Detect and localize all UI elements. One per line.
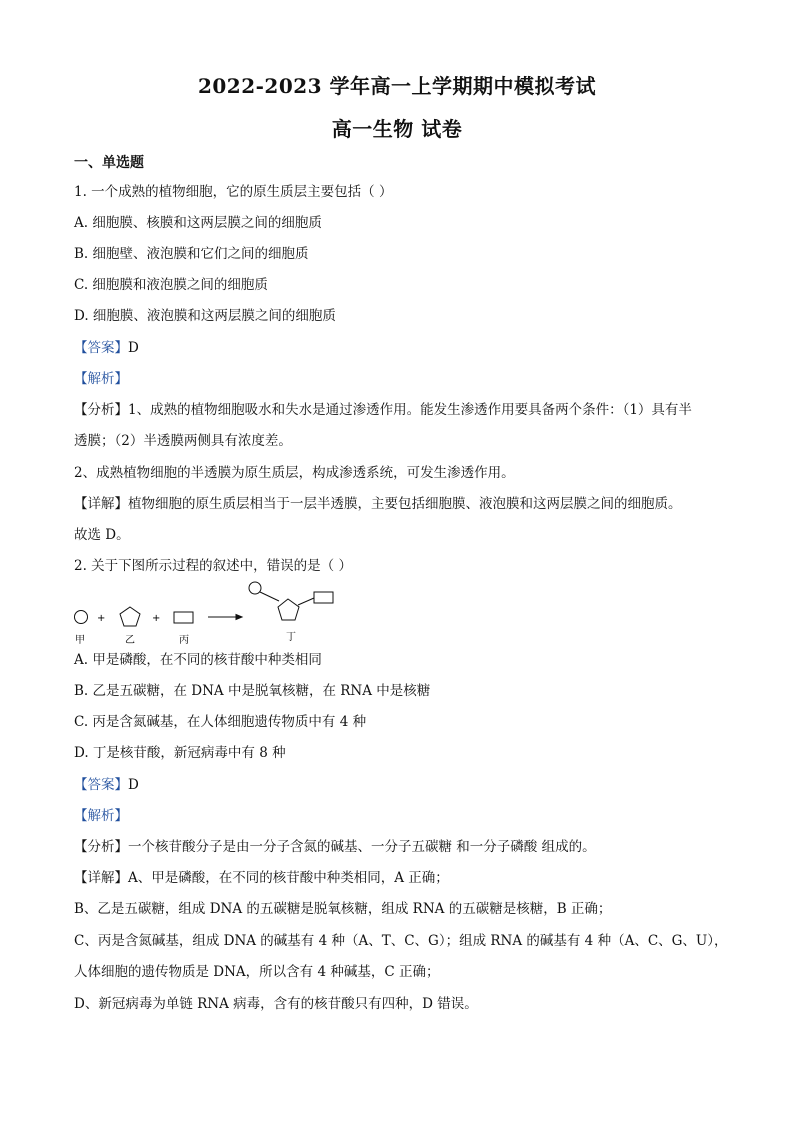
q1-xiangjie-line2: 故选 D。 — [74, 527, 130, 543]
q2-answer — [74, 776, 139, 794]
plus-sign-1: + — [97, 613, 106, 624]
label-bing: 丙 — [179, 635, 189, 646]
xiangjie-text: 植物细胞的原生质层相当于一层半透膜，主要包括细胞膜、液泡膜和这两层膜之间的细胞质。 — [128, 496, 682, 512]
label-yi: 乙 — [125, 635, 135, 646]
q1-fenxi-line1 — [74, 401, 692, 419]
q2-analysis-tag — [74, 807, 128, 825]
q2-detail-d: D、新冠病毒为单链 RNA 病毒，含有的核苷酸只有四种，D 错误。 — [74, 996, 478, 1012]
xiangjie-tag: 【详解】 — [74, 870, 128, 886]
q1-xiangjie-line1 — [74, 495, 682, 513]
q2-xiangjie-line1 — [74, 869, 449, 887]
product-bond-2 — [298, 598, 314, 605]
fenxi-text: 一个核苷酸分子是由一分子含氮的碱基、一分子五碳糖 和一分子磷酸 组成的。 — [128, 839, 596, 855]
q2-detail-b: B、乙是五碳糖，组成 DNA 的五碳糖是脱氧核糖，组成 RNA 的五碳糖是核糖，B 正确； — [74, 901, 612, 917]
exam-subtitle: 高一生物 试卷 — [331, 117, 463, 141]
phosphate-circle — [75, 611, 88, 624]
pentose-pentagon — [120, 607, 140, 626]
q1-option-a: A. 细胞膜、核膜和这两层膜之间的细胞质 — [74, 215, 322, 231]
product-phosphate — [249, 582, 261, 594]
product-bond-1 — [260, 592, 279, 601]
q2-detail-c2: 人体细胞的遗传物质是 DNA，所以含有 4 种碱基，C 正确； — [74, 964, 440, 980]
answer-tag: 【答案】 — [74, 340, 128, 356]
q1-stem: 1. 一个成熟的植物细胞，它的原生质层主要包括（ ） — [74, 184, 393, 200]
label-ding: 丁 — [286, 632, 296, 643]
q2-option-d: D. 丁是核苷酸，新冠病毒中有 8 种 — [74, 745, 286, 761]
fenxi-tag: 【分析】 — [74, 402, 128, 418]
q2-option-c: C. 丙是含氮碱基，在人体细胞遗传物质中有 4 种 — [74, 714, 367, 730]
q2-option-b: B. 乙是五碳糖，在 DNA 中是脱氧核糖，在 RNA 中是核糖 — [74, 683, 431, 699]
section-heading: 一、单选题 — [74, 155, 144, 171]
q1-fenxi-line2: 透膜；（2）半透膜两侧具有浓度差。 — [74, 433, 292, 449]
fenxi-text: 1、成熟的植物细胞吸水和失水是通过渗透作用。能发生渗透作用要具备两个条件：（1）具有半 — [128, 402, 692, 418]
plus-sign-2: + — [152, 613, 161, 624]
q1-option-d: D. 细胞膜、液泡膜和这两层膜之间的细胞质 — [74, 308, 336, 324]
answer-tag: 【答案】 — [74, 777, 128, 793]
q1-answer — [74, 339, 139, 357]
label-jia: 甲 — [75, 635, 85, 646]
exam-title: 2022-2023 学年高一上学期期中模拟考试 — [197, 74, 597, 98]
answer-value: D — [128, 777, 139, 793]
nucleotide-diagram — [66, 580, 366, 650]
product-base — [314, 592, 333, 603]
base-rectangle — [174, 612, 193, 623]
q2-option-a: A. 甲是磷酸，在不同的核苷酸中种类相同 — [74, 652, 322, 668]
product-pentose — [278, 599, 299, 620]
arrow-head — [236, 615, 242, 620]
q2-detail-c1: C、丙是含氮碱基，组成 DNA 的碱基有 4 种（A、T、C、G）；组成 RNA 的碱基有 4 种（A、C、G、U）， — [74, 933, 728, 949]
analysis-tag: 【解析】 — [74, 371, 128, 387]
q2-stem: 2. 关于下图所示过程的叙述中，错误的是（ ） — [74, 558, 352, 574]
xiangjie-tag: 【详解】 — [74, 496, 128, 512]
q2-fenxi-line1 — [74, 838, 596, 856]
xiangjie-text: A、甲是磷酸，在不同的核苷酸中种类相同，A 正确； — [128, 870, 449, 886]
q1-option-b: B. 细胞壁、液泡膜和它们之间的细胞质 — [74, 246, 309, 262]
q1-fenxi-line3: 2、成熟植物细胞的半透膜为原生质层，构成渗透系统，可发生渗透作用。 — [74, 465, 515, 481]
analysis-tag: 【解析】 — [74, 808, 128, 824]
answer-value: D — [128, 340, 139, 356]
q1-analysis-tag — [74, 370, 128, 388]
q1-option-c: C. 细胞膜和液泡膜之间的细胞质 — [74, 277, 268, 293]
fenxi-tag: 【分析】 — [74, 839, 128, 855]
